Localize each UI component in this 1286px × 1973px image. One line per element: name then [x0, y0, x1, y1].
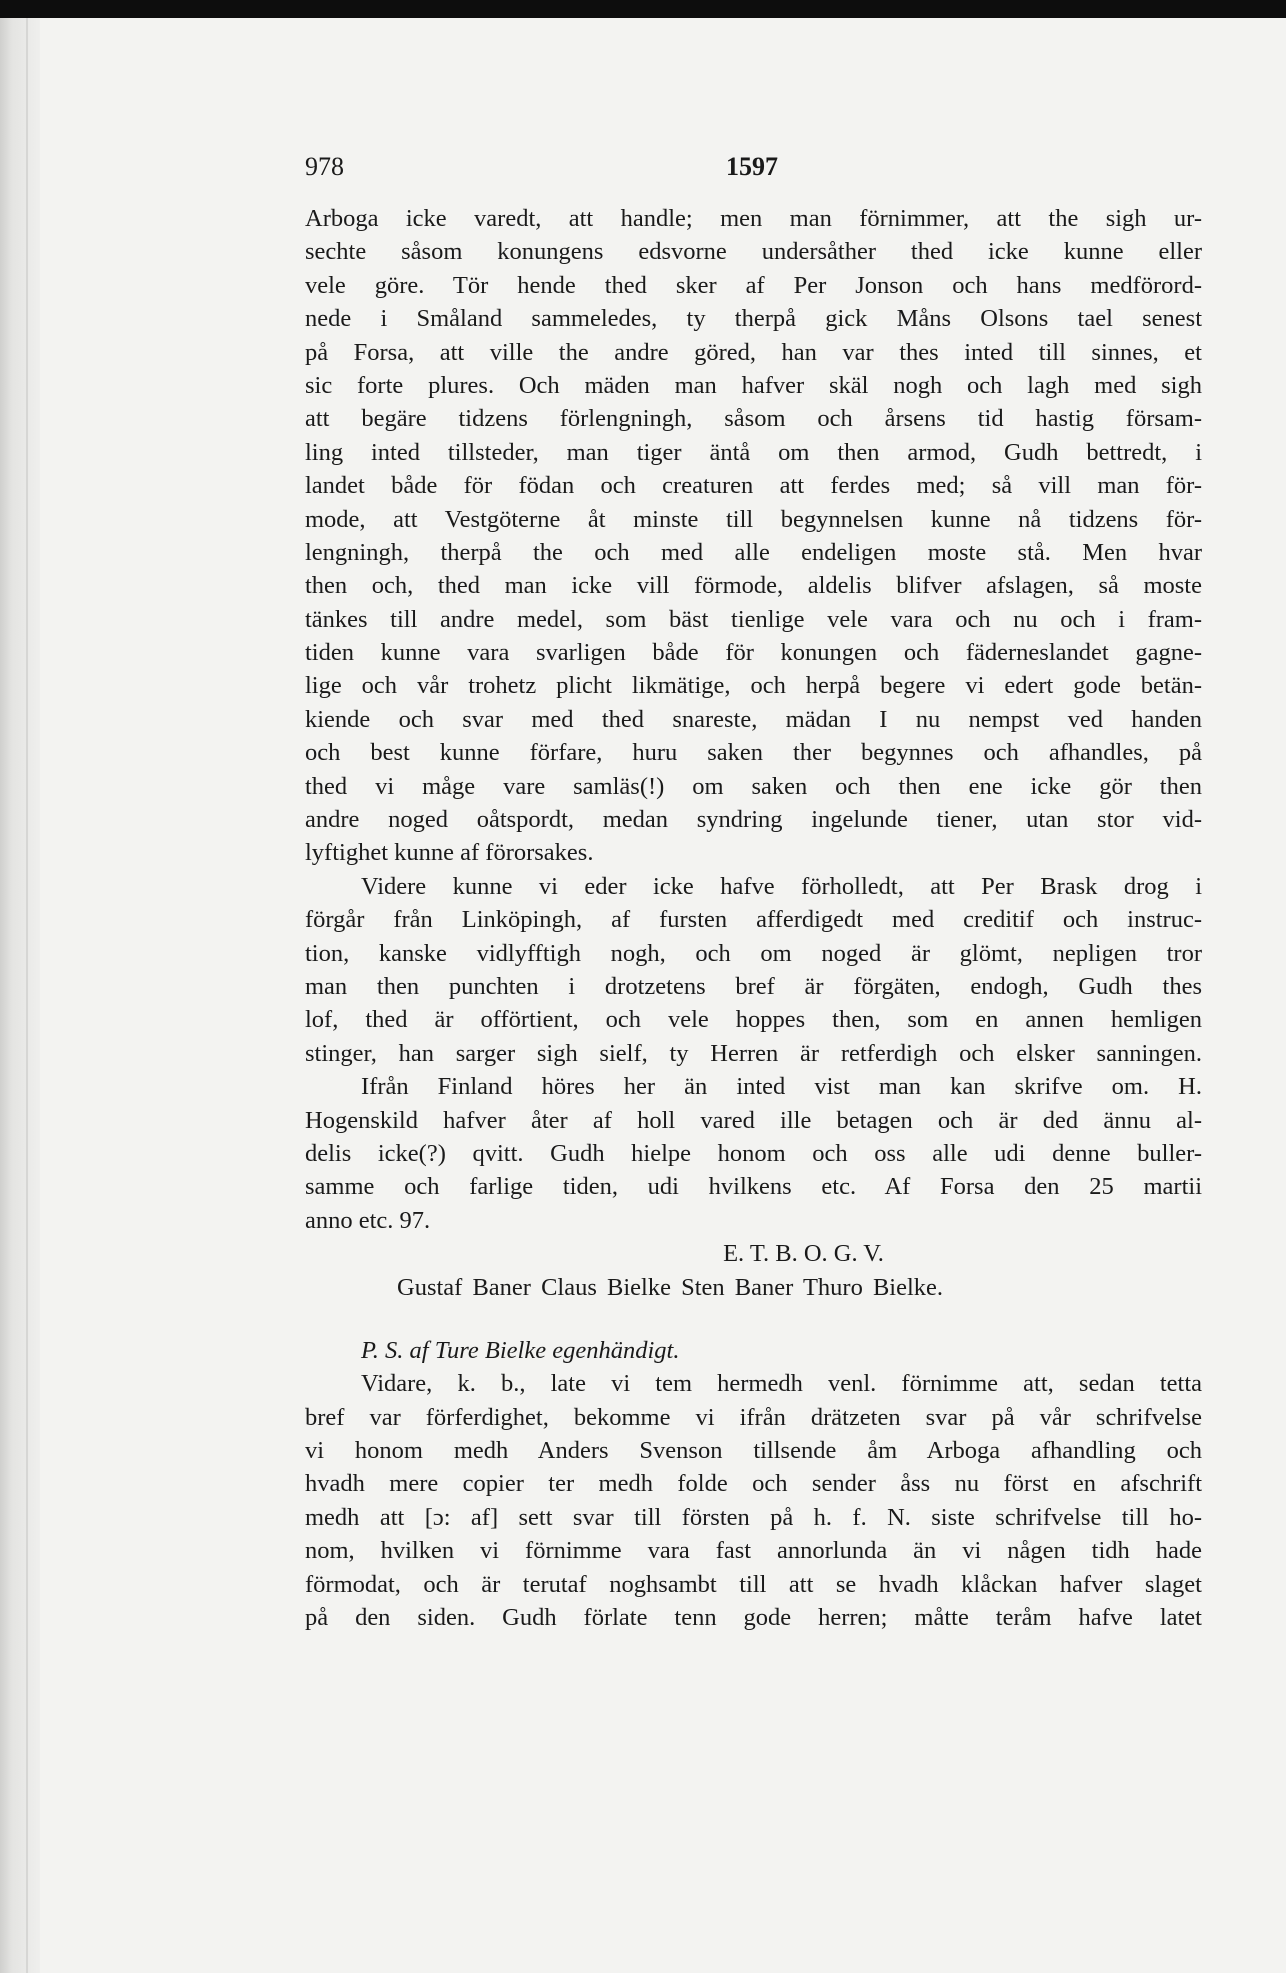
text-line-paragraph-start: Videre kunne vi eder icke hafve förholledt, att Per Brask drog i: [361, 872, 1202, 900]
text-line: på Forsa, att ville the andre göred, han var thes inted till sinnes, et: [305, 338, 1202, 366]
text-line: landet både för födan och creaturen att ferdes med; så vill man för-: [305, 472, 1202, 500]
text-line: tiden kunne vara svarligen både för konungen och fäderneslandet gagne-: [305, 639, 1202, 667]
letter-body: [305, 202, 1202, 1634]
text-line: vele göre. Tör hende thed sker af Per Jonson och hans medförord-: [305, 271, 1202, 299]
text-line: anno etc. 97.: [305, 1206, 431, 1234]
spacer: [305, 1304, 1202, 1334]
text-line: och best kunne förfare, huru saken ther begynnes och afhandles, på: [305, 739, 1202, 767]
text-line: lof, thed är offörtient, och vele hoppes then, som en annen hemligen: [305, 1006, 1202, 1034]
text-line: förgår från Linköpingh, af fursten afferdigedt med creditif och instruc-: [305, 906, 1202, 934]
initials-line: E. T. B. O. G. V.: [723, 1240, 884, 1268]
text-line: then och, thed man icke vill förmode, aldelis blifver afslagen, så moste: [305, 572, 1202, 600]
scan-left-edge: [26, 18, 28, 1973]
text-line: nede i Småland sammeledes, ty therpå gick Måns Olsons tael senest: [305, 305, 1202, 333]
text-line: thed vi måge vare samläs(!) om saken och then ene icke gör then: [305, 772, 1202, 800]
text-line: kiende och svar med thed snareste, mädan I nu nempst ved handen: [305, 705, 1202, 733]
page-header: [305, 152, 1205, 192]
text-line: stinger, han sarger sigh sielf, ty Herren är retferdigh och elsker sanningen.: [305, 1039, 1202, 1067]
text-line: Hogenskild hafver åter af holl vared ille betagen och är ded ännu al-: [305, 1106, 1202, 1134]
text-line-paragraph-start: Ifrån Finland höres her än inted vist man kan skrifve om. H.: [361, 1073, 1202, 1101]
text-line: sechte såsom konungens edsvorne undersåther thed icke kunne eller: [305, 238, 1202, 266]
scan-left-shadow: [0, 18, 40, 1973]
text-line: lige och vår trohetz plicht likmätige, och herpå begere vi edert gode betän-: [305, 672, 1202, 700]
text-line: andre noged oåtspordt, medan syndring ingelunde tiener, utan stor vid-: [305, 806, 1202, 834]
page-number: 978: [305, 152, 344, 181]
postscript-heading: P. S. af Ture Bielke egenhändigt.: [361, 1336, 680, 1364]
text-line-paragraph-start: Vidare, k. b., late vi tem hermedh venl. förnimme att, sedan tetta: [361, 1370, 1202, 1398]
text-line: ling inted tillsteder, man tiger äntå om then armod, Gudh bettredt, i: [305, 438, 1202, 466]
text-line: man then punchten i drotzetens bref är förgäten, endogh, Gudh thes: [305, 972, 1202, 1000]
text-line: lyftighet kunne af förorsakes.: [305, 839, 594, 867]
text-line: förmodat, och är terutaf noghsambt till att se hvadh klåckan hafver slaget: [305, 1570, 1202, 1598]
text-line: bref var förferdighet, bekomme vi ifrån drätzeten svar på vår schrifvelse: [305, 1403, 1202, 1431]
text-line: att begäre tidzens förlengningh, såsom och årsens tid hastig försam-: [305, 405, 1202, 433]
text-line: sic forte plures. Och mäden man hafver skäl nogh och lagh med sigh: [305, 371, 1202, 399]
text-line: nom, hvilken vi förnimme vara fast annorlunda än vi någen tidh hade: [305, 1537, 1202, 1565]
text-line: samme och farlige tiden, udi hvilkens etc. Af Forsa den 25 martii: [305, 1173, 1202, 1201]
year-heading: 1597: [726, 152, 778, 181]
text-line: delis icke(?) qvitt. Gudh hielpe honom och oss alle udi denne buller-: [305, 1139, 1202, 1167]
text-line: hvadh mere copier ter medh folde och sender åss nu först en afschrift: [305, 1470, 1202, 1498]
text-line: på den siden. Gudh förlate tenn gode herren; måtte teråm hafve latet: [305, 1604, 1202, 1632]
text-line: tänkes till andre medel, som bäst tienlige vele vara och nu och i fram-: [305, 605, 1202, 633]
text-line: mode, att Vestgöterne åt minste till begynnelsen kunne nå tidzens för-: [305, 505, 1202, 533]
text-line: Arboga icke varedt, att handle; men man förnimmer, att the sigh ur-: [305, 205, 1202, 232]
text-line: medh att [ɔ: af] sett svar till försten på h. f. N. siste schrifvelse till ho-: [305, 1503, 1202, 1531]
signatures-line: Gustaf Baner Claus Bielke Sten Baner Thuro Bielke.: [397, 1273, 944, 1301]
text-line: vi honom medh Anders Svenson tillsende åm Arboga afhandling och: [305, 1437, 1202, 1465]
scan-top-border: [0, 0, 1286, 18]
text-line: lengningh, therpå the och med alle endeligen moste stå. Men hvar: [305, 538, 1202, 566]
text-line: tion, kanske vidlyfftigh nogh, och om noged är glömt, nepligen tror: [305, 939, 1202, 967]
